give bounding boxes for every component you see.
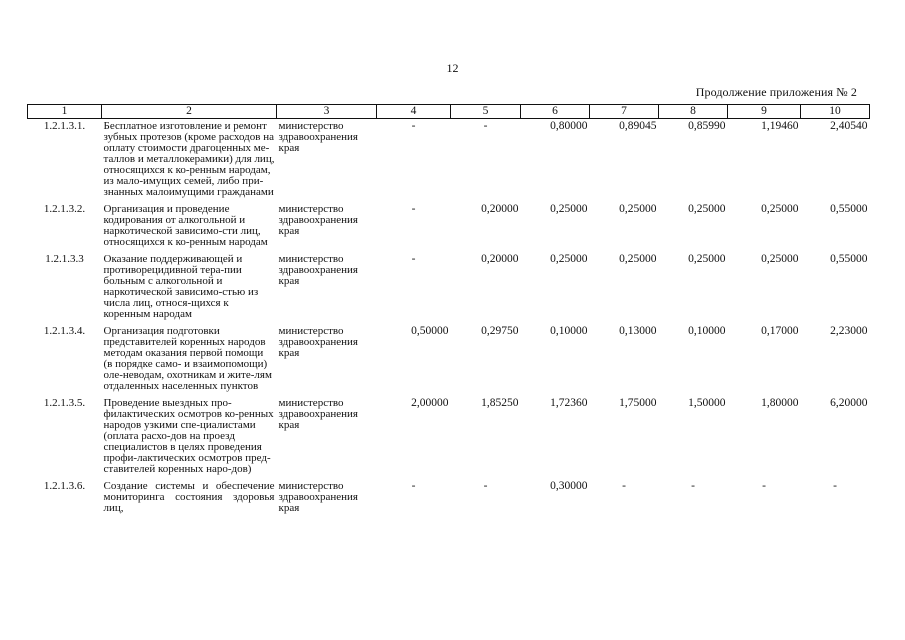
value-col-9: 0,25000 bbox=[761, 253, 799, 265]
table-row bbox=[28, 119, 870, 203]
value-col-7: 0,13000 bbox=[619, 325, 657, 337]
value-col-4: - bbox=[411, 120, 416, 132]
column-header: 9 bbox=[728, 105, 801, 119]
measure-name: Бесплатное изготовление и ремонт зубных протезов (кроме расходов на оплату стоимости драгоценных ме-таллов и металлокерамики) для лиц, относящихся к ко-ренным народам, из мало-имущих семей, либо при-знанных малоимущими гражданами bbox=[103, 120, 275, 198]
program-measures-table bbox=[27, 104, 870, 514]
appendix-continuation-label: Продолжение приложения № 2 bbox=[695, 85, 857, 99]
column-header: 6 bbox=[521, 105, 590, 119]
measure-name: Организация и проведение кодирования от алкогольной и наркотической зависимо-сти лиц, относящихся к ко-ренным народам bbox=[103, 203, 268, 248]
table-row bbox=[28, 202, 870, 252]
value-col-7: - bbox=[622, 480, 626, 492]
value-col-7: 0,25000 bbox=[619, 253, 657, 265]
column-header: 10 bbox=[801, 105, 870, 119]
measure-code: 1.2.1.3.6. bbox=[43, 480, 86, 492]
measure-code: 1.2.1.3.4. bbox=[43, 325, 86, 337]
value-col-9: 0,25000 bbox=[761, 203, 799, 215]
value-col-4: - bbox=[411, 253, 416, 265]
table-row bbox=[28, 479, 870, 514]
value-col-5: 0,20000 bbox=[481, 253, 519, 265]
value-col-8: 0,25000 bbox=[688, 203, 726, 215]
value-col-6: 0,80000 bbox=[550, 120, 588, 132]
value-col-10: 2,40540 bbox=[830, 120, 868, 132]
value-col-10: 6,20000 bbox=[830, 397, 868, 409]
value-col-8: 0,25000 bbox=[688, 253, 726, 265]
value-col-6: 0,25000 bbox=[550, 203, 588, 215]
value-col-8: 0,10000 bbox=[688, 325, 726, 337]
value-col-8: - bbox=[691, 480, 695, 492]
table-row bbox=[28, 324, 870, 396]
column-header: 3 bbox=[277, 105, 377, 119]
measure-code: 1.2.1.3.5. bbox=[43, 397, 86, 409]
value-col-6: 0,10000 bbox=[550, 325, 588, 337]
table-row bbox=[28, 396, 870, 479]
value-col-5: 0,29750 bbox=[481, 325, 519, 337]
responsible-executor: министерство здравоохранения края bbox=[278, 397, 358, 431]
responsible-executor: министерство здравоохранения края bbox=[278, 120, 358, 154]
value-col-5: 1,85250 bbox=[481, 397, 519, 409]
column-header: 5 bbox=[451, 105, 521, 119]
measure-name: Создание системы и обеспечение мониторинга состояния здоровья лиц, bbox=[103, 480, 275, 514]
column-header: 8 bbox=[659, 105, 728, 119]
value-col-5: - bbox=[483, 120, 488, 132]
responsible-executor: министерство здравоохранения края bbox=[278, 253, 358, 287]
value-col-8: 0,85990 bbox=[688, 120, 726, 132]
value-col-5: - bbox=[483, 480, 488, 492]
page-number: 12 bbox=[446, 61, 459, 75]
value-col-10: 0,55000 bbox=[830, 253, 868, 265]
table-row bbox=[28, 252, 870, 324]
column-header: 1 bbox=[28, 105, 102, 119]
measure-code: 1.2.1.3.3 bbox=[45, 253, 84, 265]
column-header: 7 bbox=[590, 105, 659, 119]
value-col-6: 0,25000 bbox=[550, 253, 588, 265]
value-col-6: 1,72360 bbox=[550, 397, 588, 409]
table-header-row bbox=[28, 105, 870, 119]
value-col-6: 0,30000 bbox=[550, 480, 588, 492]
value-col-7: 0,25000 bbox=[619, 203, 657, 215]
responsible-executor: министерство здравоохранения края bbox=[278, 325, 358, 359]
value-col-4: - bbox=[411, 480, 416, 492]
column-header: 2 bbox=[102, 105, 277, 119]
value-col-4: 0,50000 bbox=[411, 325, 449, 337]
measure-name: Организация подготовки представителей коренных народов методам оказания первой помощи (в порядке само- и взаимопомощи) оле-неводам, охотникам и жите-лям отдаленных населенных пунктов bbox=[103, 325, 272, 392]
value-col-7: 1,75000 bbox=[619, 397, 657, 409]
value-col-10: - bbox=[833, 480, 837, 492]
column-header: 4 bbox=[377, 105, 451, 119]
value-col-9: 1,19460 bbox=[761, 120, 799, 132]
value-col-9: 1,80000 bbox=[761, 397, 799, 409]
value-col-10: 0,55000 bbox=[830, 203, 868, 215]
responsible-executor: министерство здравоохранения края bbox=[278, 480, 358, 514]
value-col-8: 1,50000 bbox=[688, 397, 726, 409]
value-col-7: 0,89045 bbox=[619, 120, 657, 132]
responsible-executor: министерство здравоохранения края bbox=[278, 203, 358, 237]
value-col-4: 2,00000 bbox=[411, 397, 449, 409]
value-col-4: - bbox=[411, 203, 416, 215]
measure-code: 1.2.1.3.2. bbox=[43, 203, 86, 215]
measure-code: 1.2.1.3.1. bbox=[43, 120, 86, 132]
value-col-5: 0,20000 bbox=[481, 203, 519, 215]
value-col-9: 0,17000 bbox=[761, 325, 799, 337]
measure-name: Проведение выездных про-филактических осмотров ко-ренных народов узкими спе-циалистами (оплата расхо-дов на проезд специалистов в целях проведения профи-лактических осмотров пред-ставителей коренных наро-дов) bbox=[103, 397, 274, 475]
value-col-9: - bbox=[762, 480, 766, 492]
value-col-10: 2,23000 bbox=[830, 325, 868, 337]
measure-name: Оказание поддерживающей и противорецидивной тера-пии больным с алкогольной и наркотической зависимо-стью из числа лиц, относя-щихся к коренным народам bbox=[103, 253, 259, 320]
